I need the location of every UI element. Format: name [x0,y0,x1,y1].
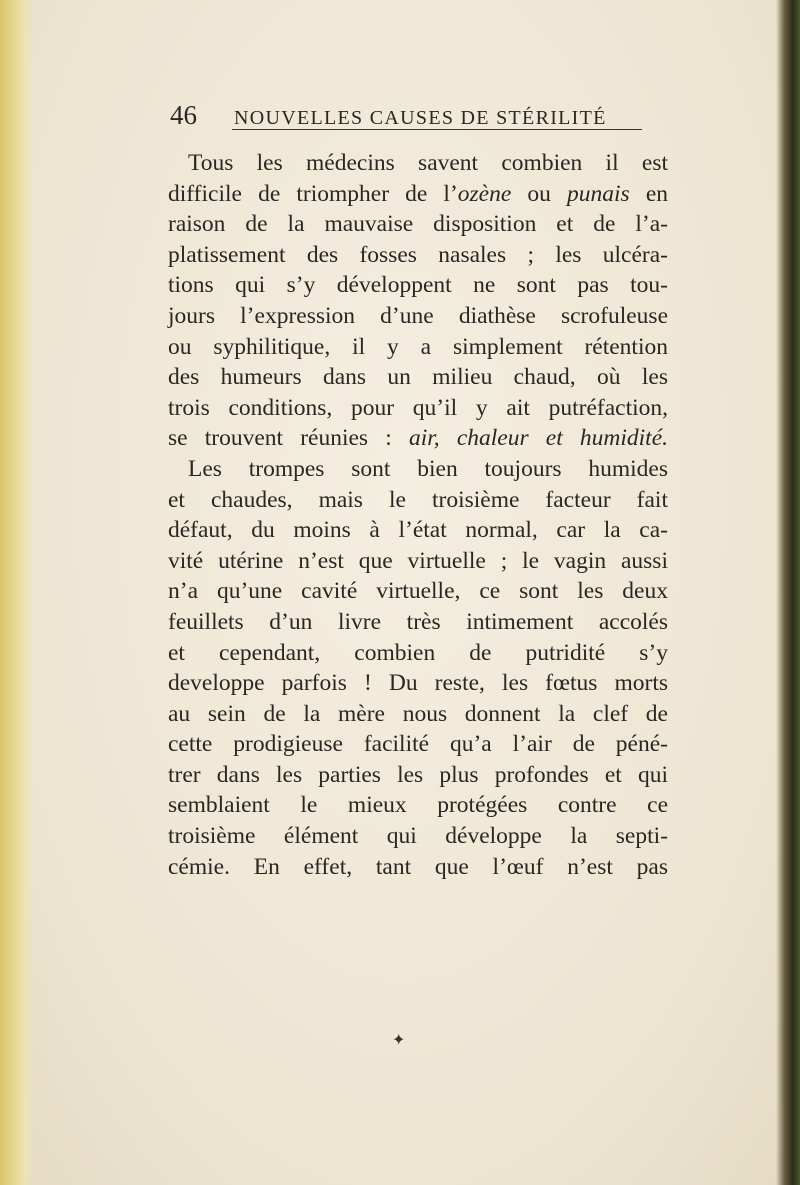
text-segment: ou syphilitique, il y a simplement rétention [168,333,668,360]
body-text [168,148,668,882]
printer-mark: ✦ [392,1030,406,1049]
text-line [168,423,668,454]
text-segment: developpe parfois ! Du reste, les fœtus morts [168,670,668,697]
text-line [168,852,668,883]
text-segment: raison de la mauvaise disposition et de l’a- [168,211,668,238]
text-segment: difficile de triompher de l’ [168,180,458,207]
text-segment: Les trompes sont bien toujours humides [188,455,668,482]
text-line [168,179,668,210]
text-segment: et cependant, combien de putridité s’y [168,639,668,666]
text-line [168,393,668,424]
text-segment: trois conditions, pour qu’il y ait putréfaction, [168,394,668,421]
text-line [168,148,668,179]
text-segment: jours l’expression d’une diathèse scrofuleuse [168,302,668,329]
text-line [168,332,668,363]
page-binding-edge [0,0,34,1185]
page-header [170,100,640,136]
text-line [168,729,668,760]
text-segment: en [629,180,668,207]
text-line [168,362,668,393]
text-segment: des humeurs dans un milieu chaud, où les [168,364,668,391]
text-line [168,638,668,669]
text-line [168,485,668,516]
text-line [168,454,668,485]
text-line [168,668,668,699]
text-line [168,270,668,301]
text-segment: semblaient le mieux protégées contre ce [168,792,668,819]
text-line [168,576,668,607]
page-outer-edge [776,0,800,1185]
text-line [168,515,668,546]
text-line [168,301,668,332]
running-head: NOUVELLES CAUSES DE STÉRILITÉ [234,107,607,129]
text-segment: Tous les médecins savent combien il est [188,150,668,176]
text-line [168,699,668,730]
text-segment: défaut, du moins à l’état normal, car la ca- [168,517,668,544]
text-segment: trer dans les parties les plus profondes et qui [168,761,668,788]
text-segment: vité utérine n’est que virtuelle ; le vagin aussi [168,547,668,574]
italic-segment: air, chaleur et humidité. [408,425,669,452]
text-segment: cémie. En effet, tant que l’œuf n’est pas [168,853,668,880]
text-segment: et chaudes, mais le troisième facteur fait [168,486,668,513]
text-line [168,209,668,240]
text-line [168,240,668,271]
italic-segment: ozène [457,180,512,207]
italic-segment: punais [567,180,630,207]
header-rule [232,129,642,130]
text-segment: troisième élément qui développe la septi- [168,823,668,850]
text-segment: au sein de la mère nous donnent la clef de [168,700,668,727]
text-line [168,790,668,821]
text-segment: se trouvent réunies : [168,425,409,452]
text-segment: cette prodigieuse facilité qu’a l’air de péné- [168,731,668,758]
text-line [168,821,668,852]
text-line [168,607,668,638]
text-line [168,546,668,577]
text-segment: ou [511,180,568,207]
page-number: 46 [170,100,197,130]
text-line [168,760,668,791]
text-segment: feuillets d’un livre très intimement accolés [168,608,668,635]
text-segment: platissement des fosses nasales ; les ulcéra- [168,241,668,268]
text-segment: tions qui s’y développent ne sont pas tou- [168,272,668,299]
text-segment: n’a qu’une cavité virtuelle, ce sont les deux [168,578,668,605]
